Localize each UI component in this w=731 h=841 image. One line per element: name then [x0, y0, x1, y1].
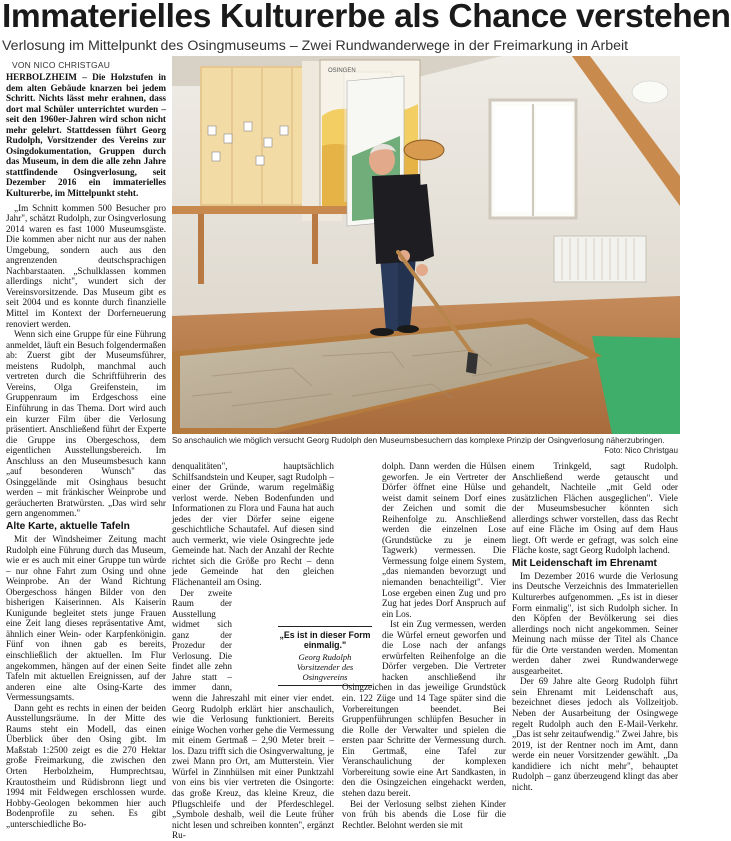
pull-quote: [278, 626, 372, 686]
paragraph: Der 69 Jahre alte Georg Rudolph führt sein Ehrenamt mit Leidenschaft aus, bezeichnet dieses jedoch als Vollzeitjob. Neben der Ausarbeitung der Osingwege regelt Rudolph auch den E-Mail-Verkehr. „Das ist sehr zeitaufwendig." Zwei Jahre, bis 2019, ist der Rentner noch im Amt, dann werde ein neuer Vorsitzender gewählt. „Da kandidiere ich nicht mehr", behauptet Rudolph – ganz überzeugend klingt das aber nicht.: [512, 676, 678, 792]
photo-caption: [172, 436, 678, 455]
column-2: [172, 461, 334, 841]
paragraph: denqualitäten", hauptsächlich Schilfsandstein und Keuper, sagt Rudolph – einer der Gründe, warum regelmäßig verlost werde. Neben Bodenfunden und Informationen zu Flora und Fauna hat auch jedes der vier Dörfer seine eigene geschichtliche Schautafel. Auf diesen sind auch vermerkt, wie viele Osingrechte jede Gemeinde hat. Nach der Anzahl der Rechte richtet sich die Größe pro Recht – denn jede Gemeinde hat den gleichen Flächenanteil am Osing.: [172, 461, 334, 588]
column-1: [6, 72, 166, 829]
column-4: [512, 461, 678, 792]
headline: Immaterielles Kulturerbe als Chance verstehen: [2, 0, 731, 35]
paragraph: Im Dezember 2016 wurde die Verlosung ins Deutsche Verzeichnis des Immateriellen Kulturerbes aufgenommen. „Es ist in dieser Form einmalig", ist sich Rudolph sicher. In den Köpfen der Bevölkerung sei dies allerdings noch nicht angekommen. Seiner Meinung nach müsse der Titel als Chance für die Orte verstanden werden. Momentan werden daher zwei Rundwanderwege ausgearbeitet.: [512, 570, 678, 676]
paragraph: dolph. Dann werden die Hülsen geworfen. Je ein Vertreter der Dörfer öffnet eine Hülse und weist damit seinem Dorf eines der Zeichen und somit die Reihenfolge zu. Anschließend werden die einzelnen Lose (Grundstücke zu je einem Tagwerk) vermessen. Die Vermessung folge einem System, „das niemanden bevorzugt und niemanden benachteiligt". Vier Lose ergeben einen Zug und pro Zug hat jedes Dorf Anspruch auf ein Los.: [382, 461, 506, 619]
quote-role: Vorsitzender des Osingvereins: [296, 661, 354, 682]
map-sign-text: OSINGEN: [328, 68, 356, 74]
section-heading: Mit Leidenschaft im Ehrenamt: [512, 557, 657, 569]
paragraph: Dann geht es rechts in einen der beiden Ausstellungsräume. In der Mitte des Raums steht ein Modell, das einen Überblick über den Osing gibt. Im Maßstab 1:2500 zeigt es die 270 Hektar große Freimarkung, die zwischen den Orten Herbolzheim, Humprechtsau, Krautostheim und Rüdisbronn liegt und 1994 mit Feldwegen erschlossen wurde. Hobby-Geologen bekommen hier auch Bodenprofile zu sehen. Es gibt „unterschiedliche Bo-: [6, 702, 166, 829]
paragraph: Wenn sich eine Gruppe für eine Führung anmeldet, läuft ein Besuch folgendermaßen ab: Zuerst gibt der Museumsführer, meistens Rudolph, manchmal auch vertreten durch die Schriftführerin des Vereins, Olga Greifenstein, im Gruppenraum im Erdgeschoss eine Einführung in das Thema. Dort wird auch ein kurzer Film über die Verlosung präsentiert. Anschließend führt der Experte die Gruppe ins Obergeschoss, dem eigentlichen Ausstellungsbereich. Im Anschluss an den Museumsbesuch kann „auf besonderen Wunsch" das Osinggelände mit Osinghaus besucht werden – mit fränkischer Weinprobe und geräucherten Bratwürsten. „Das wird sehr gern angenommen.": [6, 329, 166, 519]
paragraph: Ist ein Zug vermessen, werden die Würfel erneut geworfen und die Lose nach der anfangs erwürfelten Reihenfolge an die Dörfer vergeben. Die Vertreter hacken anschließend ihr Osingzeichen in das jeweilige Grundstück ein. 122 Züge und 14 Tage später sind die Vorbereitungen beendet. Bei Gruppenführungen schlüpfen Besucher in die Rolle der Verwalter und spielen die ersten paar Schritte der Vermessung durch. Ein Gertmaß, eine Tafel zur Veranschaulichung der komplexen Vorbereitung sowie eine Art Sandkasten, in den die Osingzeichen eingehackt werden, stehen dazu bereit.: [342, 619, 506, 798]
photo-credit: Foto: Nico Christgau: [604, 445, 678, 455]
paragraph: Mit der Windsheimer Zeitung macht Rudolph eine Führung durch das Museum, wie er es auch mit einer Gruppe tun würde – nur ohne Fahrt zum Osing und ohne Weinprobe. An der Wand Richtung Obergeschoss hängen Bilder von den bisherigen Kaiserinnen. Als Kaiserin Kunigunde begleitet stets junge Frauen eine Zeit lang dieses repräsentative Amt, ähnlich einer Wein- oder Karpfenkönigin. Fünf von ihnen gab es bereits, einschließlich der aktuellen. Im Flur angekommen, hängen auf der einen Seite Tafeln mit aktuellen Ereignissen, auf der anderen eine alte Osing-Karte des Vermessungsamts.: [6, 533, 166, 703]
paragraph: einem Trinkgeld, sagt Rudolph. Anschließend werde getauscht und gehandelt, Nachteile „mit Geld oder zusätzlichen Flächen ausgeglichen". Viele der Museumsbesucher könnten sich allerdings schwer vorstellen, dass das Recht auf eine Fläche im Osing auf dem Haus liegt. Oft werde er gefragt, was solch eine Fläche koste, sagt Georg Rudolph lachend.: [512, 461, 678, 556]
paragraph: Bei der Verlosung selbst ziehen Kinder von früh bis abends die Lose für die Rechtler. Belohnt werden sie mit: [342, 798, 506, 830]
quote-author: Georg Rudolph: [298, 652, 352, 662]
photo-illustration: [172, 56, 680, 434]
byline: VON NICO CHRISTGAU: [12, 60, 111, 70]
section-heading: Alte Karte, aktuelle Tafeln: [6, 520, 130, 532]
lead-paragraph: HERBOLZHEIM – Die Holzstufen in dem alten Gebäude knarzen bei jedem Schritt. Nichts lässt mehr erahnen, dass dort mal Schüler unterrichtet wurden – seit den 1960er-Jahren wird schon nicht mehr gelehrt. Stattdessen führt Georg Rudolph, Vorsitzender des Vereins zur Osingdokumentation, Gruppen durch das Museum, in dem die alle zehn Jahre stattfindende Osingverlosung, seit Dezember 2016 ein immaterielles Kulturerbe, im Mittelpunkt steht.: [6, 72, 166, 199]
article-photo: [172, 56, 680, 434]
column-3: [342, 461, 506, 830]
paragraph: „Im Schnitt kommen 500 Besucher pro Jahr", schätzt Rudolph, zur Osingverlosung 2014 waren es fast 1000 Museumsgäste. Die kommen aber nicht nur aus der nahen Umgebung, sondern auch aus den angrenzenden deutschsprachigen Nachbarstaaten. „Schulklassen kommen allerdings nicht", wundert sich der Vereinsvorsitzende. Das Museum gibt es seit 2004 und es konnte durch finanzielle Mittel im Kontext der Dorferneuerung renoviert werden.: [6, 202, 166, 329]
quote-text: „Es ist in dieser Form einmalig.": [279, 630, 371, 650]
subheadline: Verlosung im Mittelpunkt des Osingmuseums – Zwei Rundwanderwege in der Freimarkung in Arbeit: [2, 38, 629, 54]
caption-text: So anschaulich wie möglich versucht Georg Rudolph den Museumsbesuchern das komplexe Prinzip der Osingverlosung näherzubringen.: [172, 436, 665, 445]
paragraph: Der zweite Raum der Ausstellung widmet sich ganz der Prozedur der Verlosung. Die findet alle zehn Jahre statt – immer dann, wenn die Jahreszahl mit einer vier endet. Georg Rudolph erklärt hier anschaulich, wie die Verlosung funktioniert. Bereits einige Wochen vorher gehe die Vermessung mit einem Gertmaß – 2,90 Meter breit – los. Dazu trifft sich die Osingverwaltung, je zwei Mann pro Ort, am Mutterstein. Vier Würfel in Zinnhülsen mit einer Punktzahl von eins bis vier vertreten die Osingorte: das große Kreuz, das kleine Kreuz, die Pflugschleife und der Pferdeschlegel. „Symbole deshalb, weil die Leute früher nicht lesen und schreiben konnten", ergänzt Ru-: [172, 587, 334, 841]
